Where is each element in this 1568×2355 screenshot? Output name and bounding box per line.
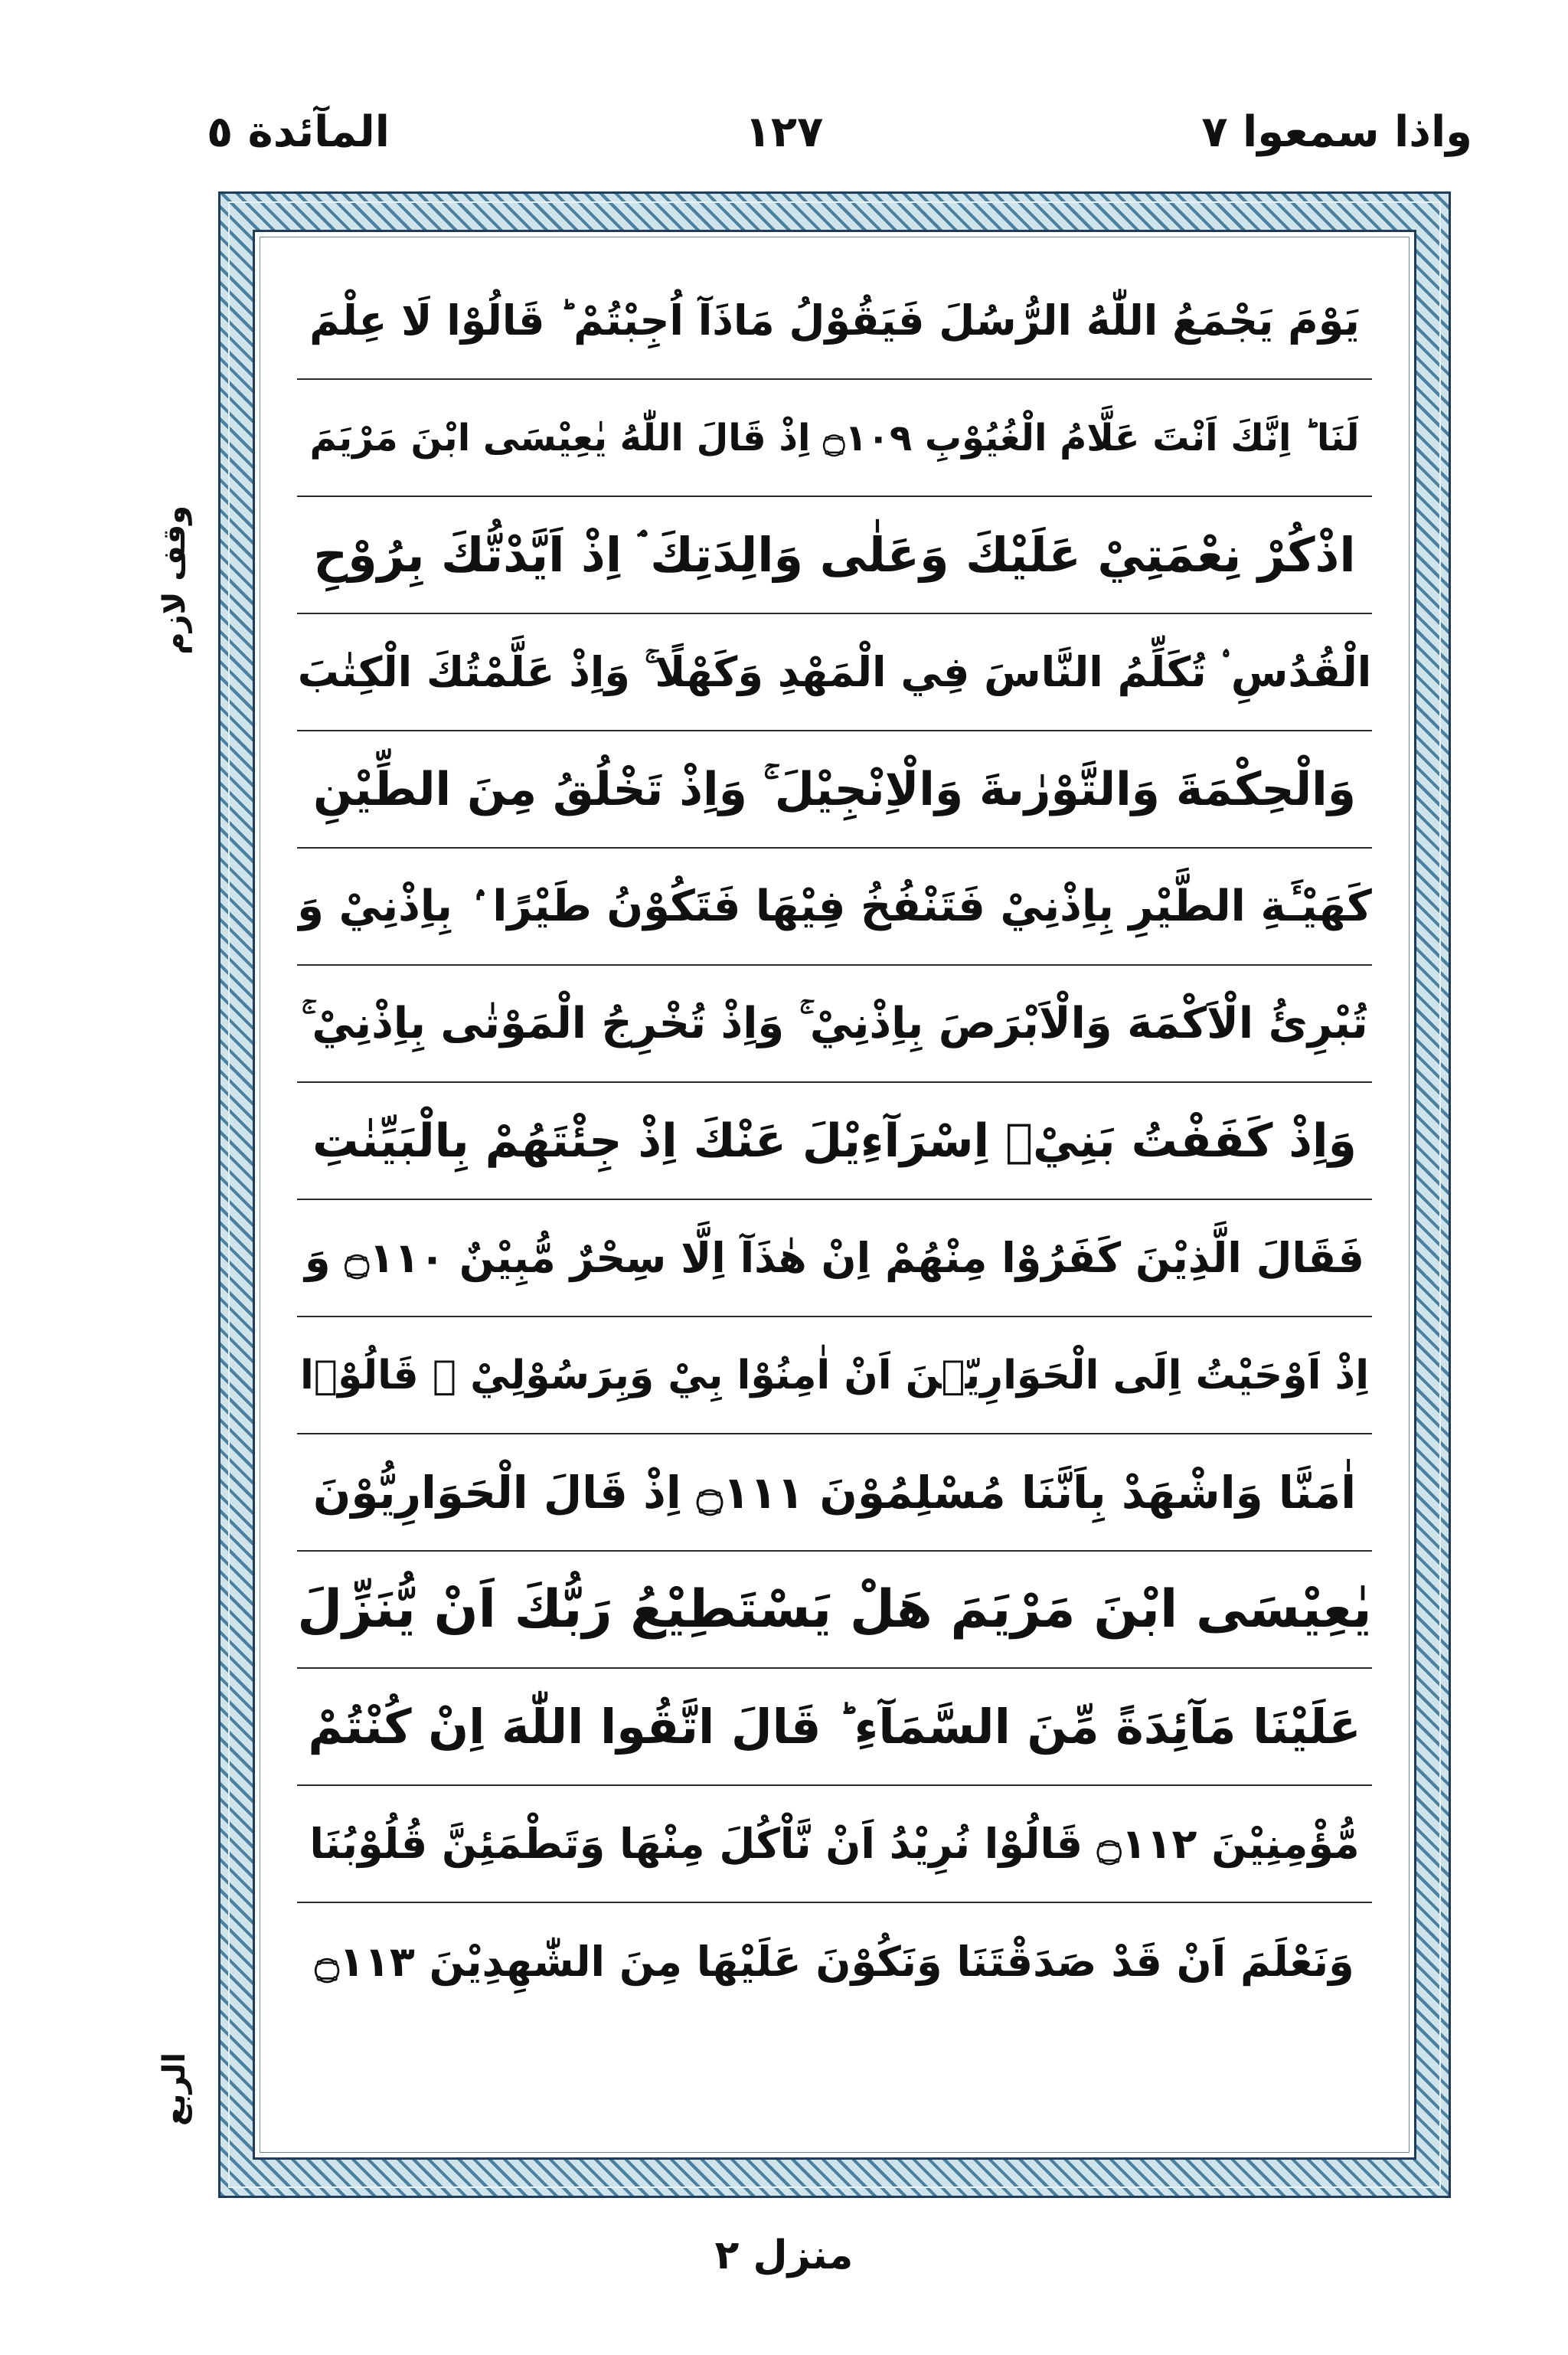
page-number: ١٢٧ xyxy=(744,107,824,157)
surah-title: المآئدة ٥ xyxy=(207,107,390,157)
verse-line: فَقَالَ الَّذِيْنَ كَفَرُوْا مِنْهُمْ اِنْ هٰذَآ اِلَّا سِحْرٌ مُّبِيْنٌ ۝١١٠ وَ xyxy=(297,1200,1372,1317)
verse-line: وَنَعْلَمَ اَنْ قَدْ صَدَقْتَنَا وَنَكُوْنَ عَلَيْهَا مِنَ الشّٰهِدِيْنَ ۝١١٣ xyxy=(315,1938,1354,1986)
verse-line: وَالْحِكْمَةَ وَالتَّوْرٰىةَ وَالْاِنْجِيْلَ ۚ وَاِذْ تَخْلُقُ مِنَ الطِّيْنِ xyxy=(297,731,1372,849)
verse-line: يٰعِيْسَى ابْنَ مَرْيَمَ هَلْ يَسْتَطِيْعُ رَبُّكَ اَنْ يُّنَزِّلَ xyxy=(297,1552,1372,1669)
verse-line: عَلَيْنَا مَآئِدَةً مِّنَ السَّمَآءِ ؕ قَالَ اتَّقُوا اللّٰهَ اِنْ كُنْتُمْ xyxy=(297,1669,1372,1786)
margin-section-mark: الربع xyxy=(157,2052,192,2126)
verse-line: لَنَا ؕ اِنَّكَ اَنْتَ عَلَّامُ الْغُيُوْبِ ۝١٠٩ اِذْ قَالَ اللّٰهُ يٰعِيْسَى ابْنَ مَرْيَمَ xyxy=(297,380,1372,497)
verse-line: يَوْمَ يَجْمَعُ اللّٰهُ الرُّسُلَ فَيَقُوْلُ مَاذَآ اُجِبْتُمْ ؕ قَالُوْا لَا عِلْمَ xyxy=(297,263,1372,380)
verse-line: مُّؤْمِنِيْنَ ۝١١٢ قَالُوْا نُرِيْدُ اَنْ نَّاْكُلَ مِنْهَا وَتَطْمَئِنَّ قُلُوْبُنَا xyxy=(297,1786,1372,1903)
verse-line: كَهَيْـَٔةِ الطَّيْرِ بِاِذْنِيْ فَتَنْفُخُ فِيْهَا فَتَكُوْنُ طَيْرًا ۢ بِاِذْنِيْ وَ xyxy=(297,849,1372,966)
verse-line: اذْكُرْ نِعْمَتِيْ عَلَيْكَ وَعَلٰى وَالِدَتِكَ ۘ اِذْ اَيَّدْتُّكَ بِرُوْحِ xyxy=(297,497,1372,614)
manzil-label: منزل ٢ xyxy=(714,2232,854,2278)
juz-title: واذا سمعوا ٧ xyxy=(1201,107,1472,157)
verse-line: اِذْ اَوْحَيْتُ اِلَى الْحَوَارِيّٖنَ اَنْ اٰمِنُوْا بِيْ وَبِرَسُوْلِيْ ۚ قَالُوْۤا xyxy=(297,1317,1372,1434)
verse-line: تُبْرِئُ الْاَكْمَهَ وَالْاَبْرَصَ بِاِذْنِيْ ۚ وَاِذْ تُخْرِجُ الْمَوْتٰى بِاِذْنِيْ ۚ xyxy=(297,966,1372,1083)
margin-stop-mark: وقف لازم xyxy=(157,505,192,655)
verse-line: اٰمَنَّا وَاشْهَدْ بِاَنَّنَا مُسْلِمُوْنَ ۝١١١ اِذْ قَالَ الْحَوَارِيُّوْنَ xyxy=(297,1434,1372,1552)
text-panel xyxy=(253,230,1416,2160)
verse-line: وَاِذْ كَفَفْتُ بَنِيْۤ اِسْرَآءِيْلَ عَنْكَ اِذْ جِئْتَهُمْ بِالْبَيِّنٰتِ xyxy=(297,1083,1372,1200)
verse-line: الْقُدُسِ ۟ تُكَلِّمُ النَّاسَ فِي الْمَهْدِ وَكَهْلًا ۚ وَاِذْ عَلَّمْتُكَ الْكِتٰبَ xyxy=(297,614,1372,731)
verse-lines xyxy=(297,263,1372,2134)
